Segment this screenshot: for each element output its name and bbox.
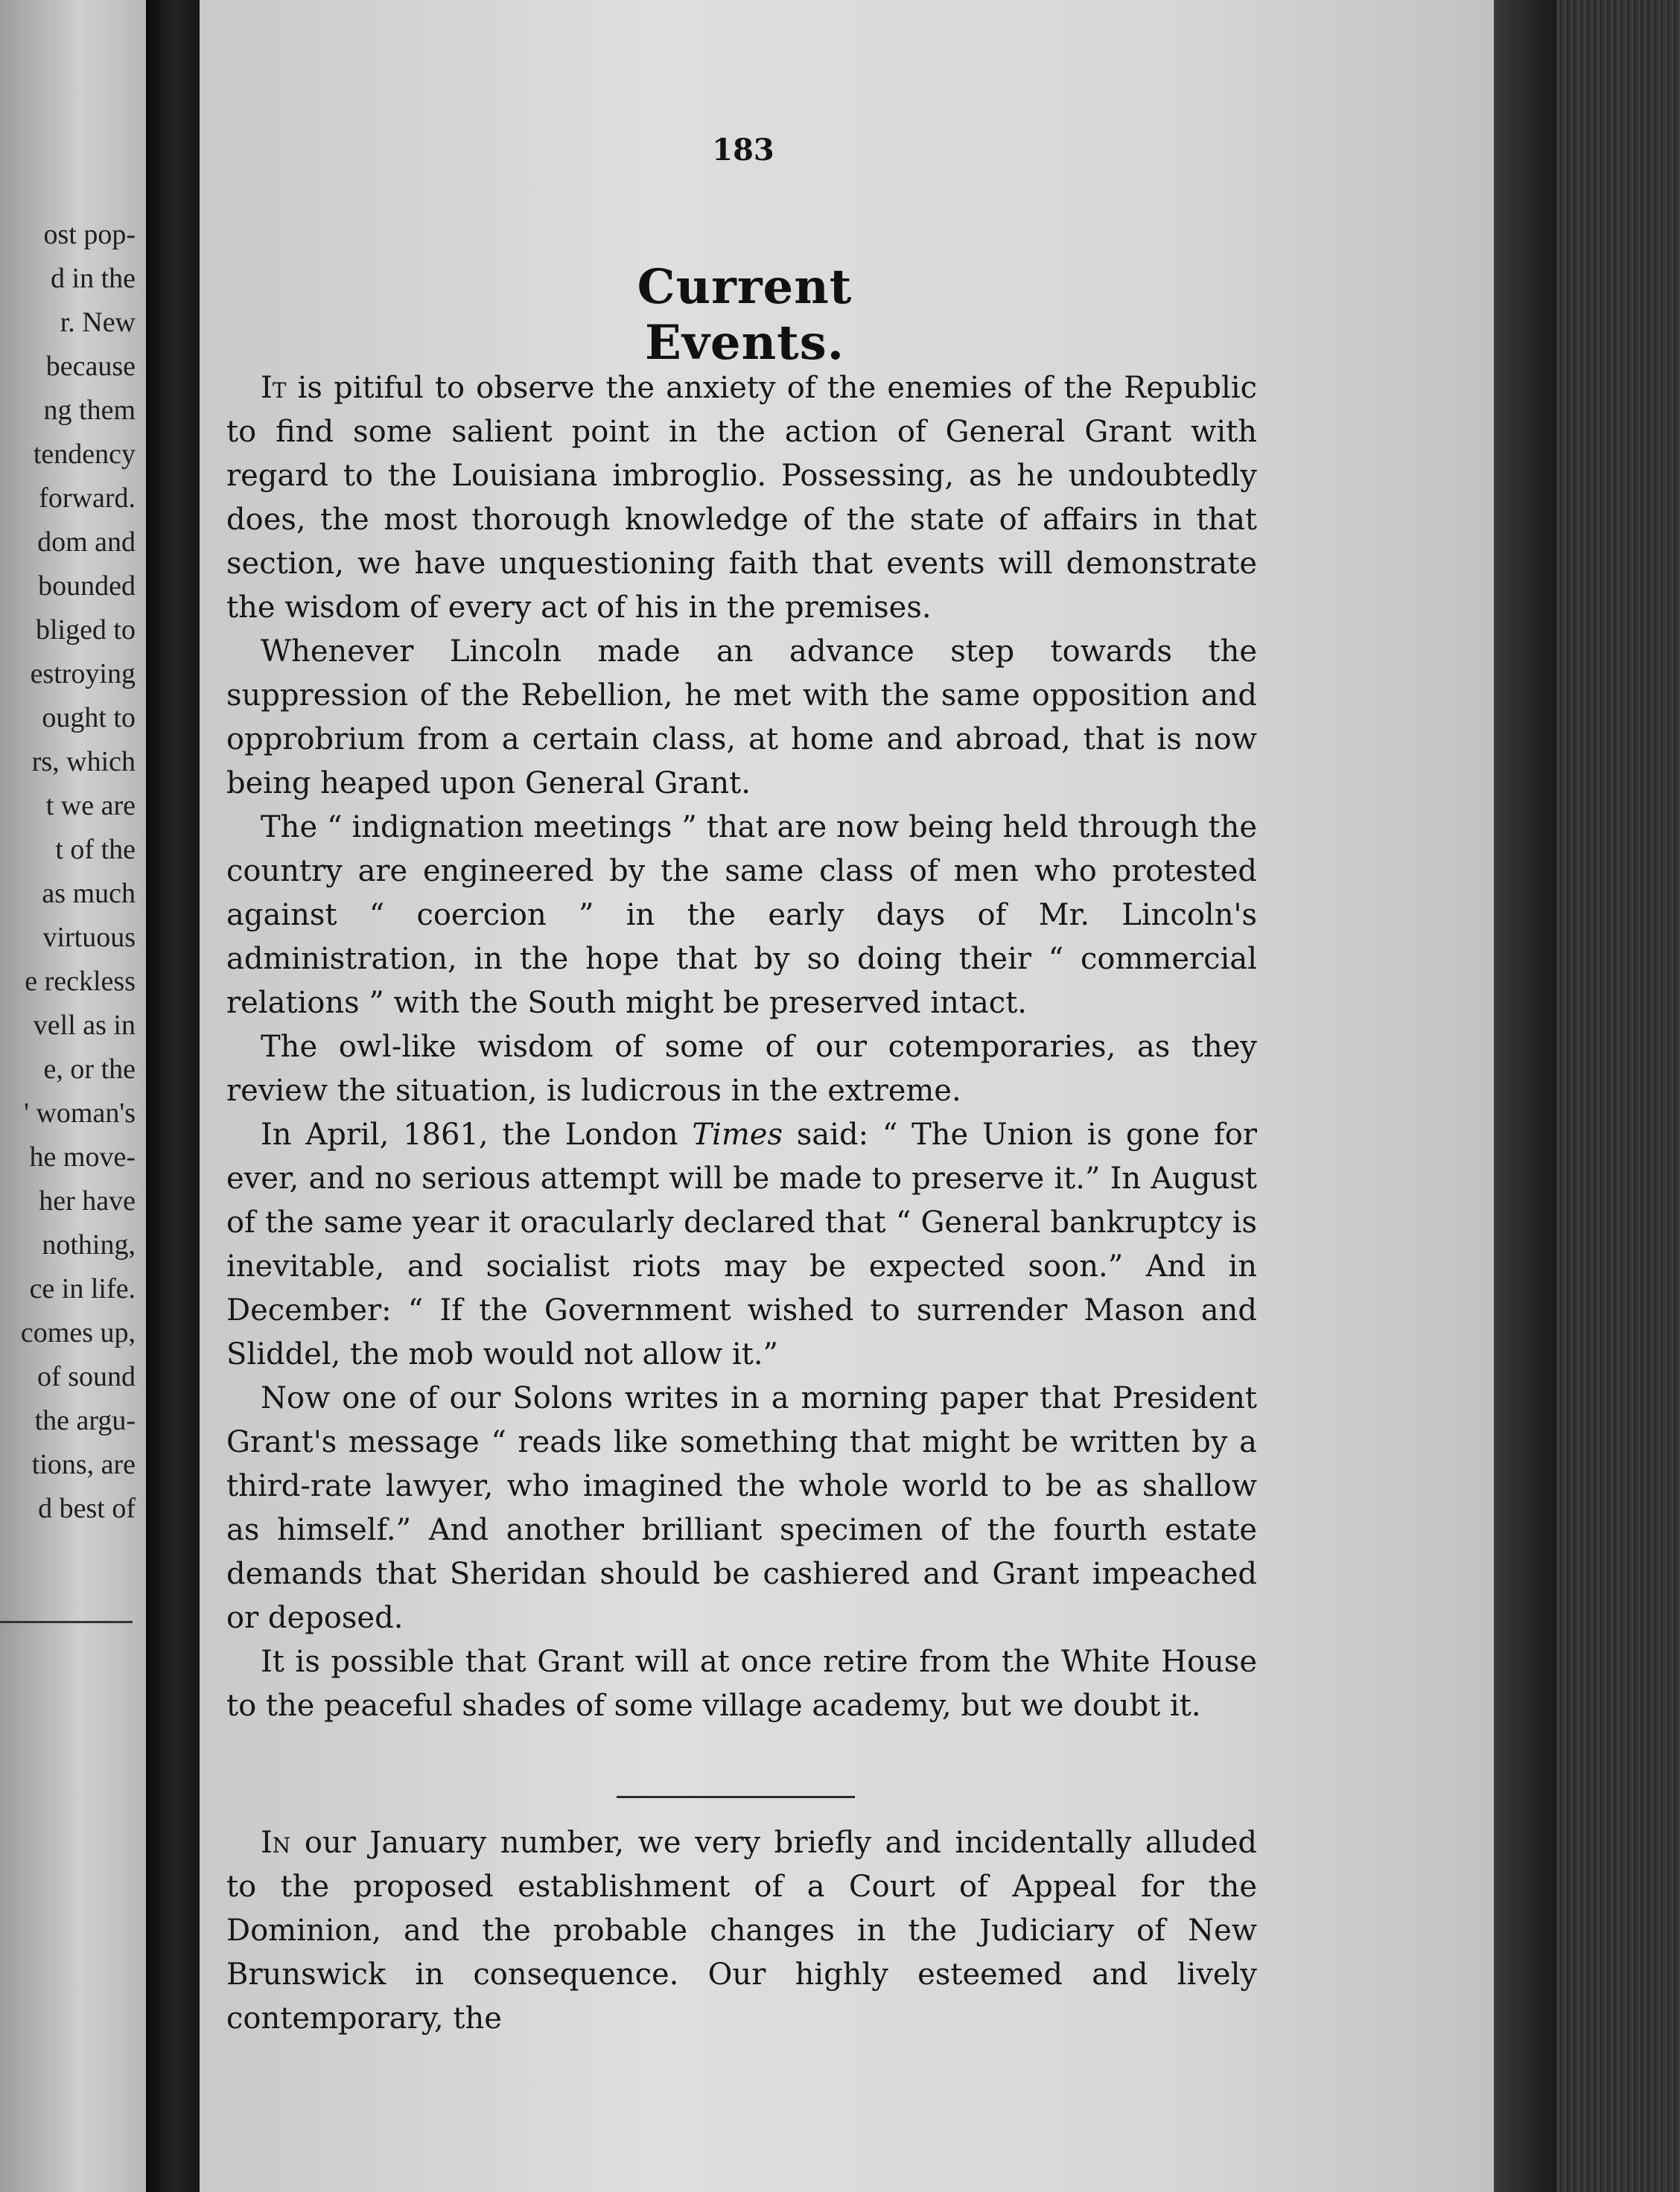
left-page-line: her have xyxy=(39,1185,136,1217)
left-page-line: d best of xyxy=(38,1493,136,1524)
article-body xyxy=(226,366,1257,1728)
book-block-edge xyxy=(1556,0,1680,2192)
left-page-line: ought to xyxy=(42,702,136,733)
page-edge-shadow xyxy=(1494,0,1556,2192)
paragraph-text: is pitiful to observe the anxiety of the enemies of the Republic to find some salient point in the action of General Grant with regard to the Louisiana imbroglio. Possessing, as he undoubtedly does, the most thorough knowledge of the state of affairs in that section, we have unquestioning faith that events will demonstrate the wisdom of every act of his in the premises. xyxy=(226,371,1257,625)
left-page-rule xyxy=(0,1621,133,1623)
second-article-body xyxy=(226,1821,1257,2041)
section-heading: Current Events. xyxy=(637,259,853,371)
left-page-line: ' woman's xyxy=(24,1097,136,1129)
paragraph: The owl-like wisdom of some of our cotemporaries, as they review the situation, is ludicrous in the extreme. xyxy=(226,1030,1257,1108)
paragraph-text: In April, 1861, the London xyxy=(261,1118,693,1152)
paragraph: It is possible that Grant will at once retire from the White House to the peaceful shades of some village academy, but we doubt it. xyxy=(226,1645,1257,1723)
paragraph: The “ indignation meetings ” that are now being held through the country are engineered by the same class of men who protested against “ coercion ” in the early days of Mr. Lincoln's administration, in the hope that by so doing their “ commercial relations ” with the South might be preserved intact. xyxy=(226,810,1257,1020)
paragraph-lead: It xyxy=(261,371,287,405)
paragraph-lead: In xyxy=(261,1826,291,1860)
left-page-line: tions, are xyxy=(31,1449,136,1480)
left-page-line: rs, which xyxy=(31,746,136,777)
left-page-line: because xyxy=(45,351,136,382)
left-page-line: estroying xyxy=(30,658,136,689)
left-page-line: bounded xyxy=(38,570,136,602)
left-page-line: comes up, xyxy=(20,1317,136,1348)
left-page-line: as much xyxy=(42,878,136,909)
left-page-line: forward. xyxy=(39,482,136,514)
left-page-line: e, or the xyxy=(43,1054,136,1085)
left-page-line: d in the xyxy=(51,263,136,294)
paragraph xyxy=(226,366,1257,630)
left-page-line: ce in life. xyxy=(29,1273,136,1304)
left-page-line: r. New xyxy=(60,307,136,338)
left-page-line: nothing, xyxy=(42,1229,136,1261)
paragraph-text: our January number, we very briefly and incidentally alluded to the proposed establishment of a Court of Appeal for the Dominion, and the probable changes in the Judiciary of New Brunswick in consequence. Our highly esteemed and lively contemporary, the xyxy=(226,1826,1257,2036)
page-number: 183 xyxy=(712,133,774,168)
newspaper-title: Times xyxy=(692,1118,783,1152)
left-page-line: t of the xyxy=(55,834,136,865)
left-page-line: e reckless xyxy=(25,966,136,997)
left-page-line: he move- xyxy=(29,1141,136,1173)
left-page-line: bliged to xyxy=(35,614,136,646)
left-page-edge xyxy=(0,0,146,2192)
left-page-line: ost pop- xyxy=(43,219,136,250)
paragraph: Now one of our Solons writes in a morning paper that President Grant's message “ reads like something that might be written by a third-rate lawyer, who imagined the whole world to be as shallow as himself.” And another brilliant specimen of the fourth estate demands that Sheridan should be cashiered and Grant impeached or deposed. xyxy=(226,1381,1257,1635)
left-page-line: the argu- xyxy=(34,1405,136,1436)
paragraph xyxy=(226,1113,1257,1377)
left-page-line: tendency xyxy=(33,439,136,470)
left-page-line: virtuous xyxy=(42,922,136,953)
book-gutter xyxy=(146,0,200,2192)
paragraph: Whenever Lincoln made an advance step towards the suppression of the Rebellion, he met with the same opposition and opprobrium from a certain class, at home and abroad, that is now being heaped upon General Grant. xyxy=(226,634,1257,800)
left-page-line: vell as in xyxy=(33,1010,136,1041)
section-divider xyxy=(617,1796,855,1798)
left-page-text-fragments xyxy=(0,213,136,1531)
paragraph xyxy=(226,1821,1257,2041)
left-page-line: t we are xyxy=(45,790,136,821)
paragraph-text: said: “ The Union is gone for ever, and no serious attempt will be made to preserve it.” In August of the same year it oracularly declared that “ General bankruptcy is inevitable, and socialist riots may be expected soon.” And in December: “ If the Government wished to surrender Mason and Sliddel, the mob would not allow it.” xyxy=(226,1118,1257,1371)
left-page-line: dom and xyxy=(37,526,136,558)
left-page-line: ng them xyxy=(43,395,136,426)
left-page-line: of sound xyxy=(37,1361,136,1392)
